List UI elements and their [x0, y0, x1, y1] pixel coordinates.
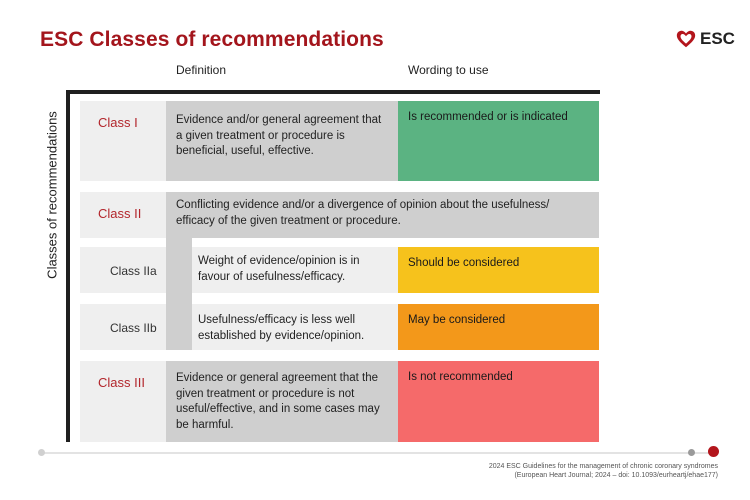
class-iib-label: Class IIb: [80, 304, 166, 350]
progress-track: [42, 452, 714, 454]
class-iii-wording: Is not recommended: [398, 361, 599, 442]
class-iia-label: Class IIa: [80, 247, 166, 293]
class-iib-definition: Usefulness/efficacy is less well established by evidence/opinion.: [198, 314, 365, 342]
class-iii-label: Class III: [80, 361, 166, 442]
progress-dot[interactable]: [688, 449, 695, 456]
heart-logo-icon: [675, 28, 697, 50]
class-iia-definition: Weight of evidence/opinion is in favour of usefulness/efficacy.: [198, 255, 360, 283]
class-i-wording: Is recommended or is indicated: [398, 101, 599, 181]
class-iib-wording: May be considered: [398, 304, 599, 350]
progress-current-dot[interactable]: [708, 446, 719, 457]
wording-header: Wording to use: [408, 63, 489, 77]
table-frame-left: [66, 90, 70, 442]
class-i-definition: Evidence and/or general agreement that a given treatment or procedure is beneficial, useful, effective.: [166, 101, 398, 181]
class-iib-definition-cell: [192, 304, 398, 350]
slide-title: ESC Classes of recommendations: [40, 28, 384, 51]
side-label: Classes of recommendations: [44, 111, 60, 279]
citation-line-2: (European Heart Journal; 2024 – doi: 10.1093/eurheartj/ehae177): [514, 472, 718, 479]
class-iia-definition-cell: [192, 247, 398, 293]
logo-text: ESC: [700, 29, 735, 48]
citation-footer: [489, 462, 718, 480]
class-i-label: Class I: [80, 101, 166, 181]
definition-header: Definition: [176, 63, 227, 77]
class-ii-connector: [166, 238, 192, 350]
class-ii-definition: Conflicting evidence and/or a divergence of opinion about the usefulness/ efficacy of the given treatment or procedure.: [166, 192, 599, 238]
progress-start-dot: [38, 449, 45, 456]
class-iii-definition: Evidence or general agreement that the given treatment or procedure is not useful/effective, and in some cases may be harmful.: [166, 361, 398, 442]
table-frame-top: [66, 90, 600, 94]
citation-line-1: 2024 ESC Guidelines for the management of chronic coronary syndromes: [488, 463, 718, 470]
class-ii-label: Class II: [80, 192, 166, 238]
class-iia-wording: Should be considered: [398, 247, 599, 293]
esc-logo: [675, 28, 735, 50]
